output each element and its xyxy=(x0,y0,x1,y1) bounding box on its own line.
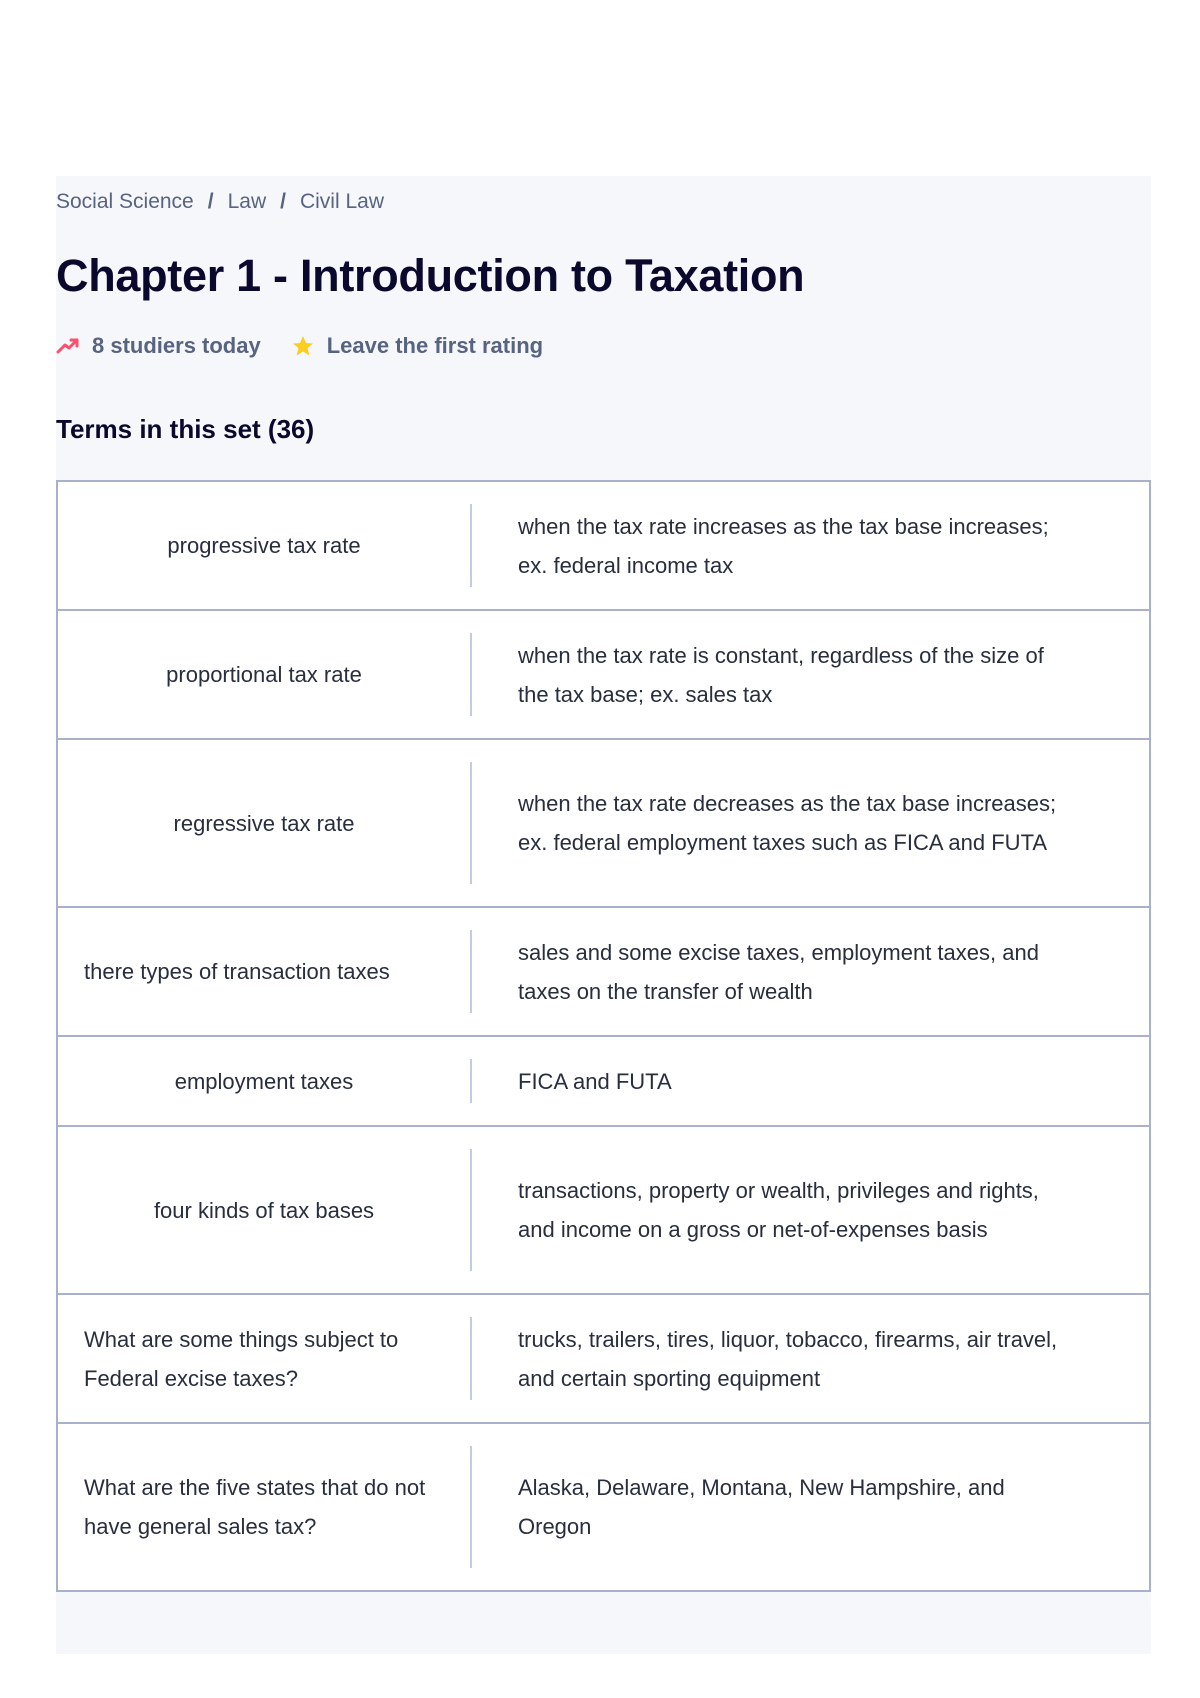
term-row xyxy=(56,609,1151,740)
term-word: there types of transaction taxes xyxy=(84,959,390,984)
term-definition: when the tax rate decreases as the tax base increases; ex. federal employment taxes such as FICA and FUTA xyxy=(518,791,1057,855)
breadcrumb-link-civil-law[interactable]: Civil Law xyxy=(299,190,384,213)
term-row xyxy=(56,738,1151,908)
page-title: Chapter 1 - Introduction to Taxation xyxy=(56,250,805,301)
page-panel xyxy=(56,176,1151,1654)
star-icon xyxy=(291,334,315,358)
term-row xyxy=(56,480,1151,611)
breadcrumb xyxy=(56,190,384,214)
breadcrumb-separator: / xyxy=(207,190,214,213)
term-definition: Alaska, Delaware, Montana, New Hampshire, and Oregon xyxy=(518,1475,1005,1539)
terms-list xyxy=(56,480,1151,1592)
term-definition: FICA and FUTA xyxy=(518,1068,672,1094)
breadcrumb-link-law[interactable]: Law xyxy=(227,190,267,213)
breadcrumb-separator: / xyxy=(280,190,286,213)
studiers-count: 8 studiers today xyxy=(92,333,261,358)
trending-up-icon xyxy=(56,334,80,358)
term-row xyxy=(56,1422,1151,1592)
term-word: What are some things subject to Federal excise taxes? xyxy=(84,1326,399,1391)
term-word: employment taxes xyxy=(174,1068,354,1094)
terms-heading: Terms in this set (36) xyxy=(56,414,315,444)
breadcrumb-link-social-science[interactable]: Social Science xyxy=(56,190,194,213)
set-meta xyxy=(56,333,543,359)
term-word: regressive tax rate xyxy=(173,810,355,836)
term-row xyxy=(56,1035,1151,1127)
term-definition: when the tax rate is constant, regardless of the size of the tax base; ex. sales tax xyxy=(518,642,1044,707)
leave-rating-link[interactable]: Leave the first rating xyxy=(326,333,544,358)
term-definition: transactions, property or wealth, privileges and rights, and income on a gross or net-of-expenses basis xyxy=(518,1178,1039,1242)
term-word: proportional tax rate xyxy=(166,662,362,687)
term-word: What are the five states that do not have general sales tax? xyxy=(84,1475,426,1539)
term-definition: when the tax rate increases as the tax base increases; ex. federal income tax xyxy=(518,513,1049,578)
term-word: four kinds of tax bases xyxy=(153,1197,375,1223)
term-row xyxy=(56,1293,1151,1424)
term-definition: trucks, trailers, tires, liquor, tobacco, firearms, air travel, and certain sporting equipment xyxy=(518,1326,1058,1391)
term-definition: sales and some excise taxes, employment taxes, and taxes on the transfer of wealth xyxy=(518,939,1039,1004)
term-row xyxy=(56,906,1151,1037)
term-row xyxy=(56,1125,1151,1295)
term-word: progressive tax rate xyxy=(167,533,361,558)
